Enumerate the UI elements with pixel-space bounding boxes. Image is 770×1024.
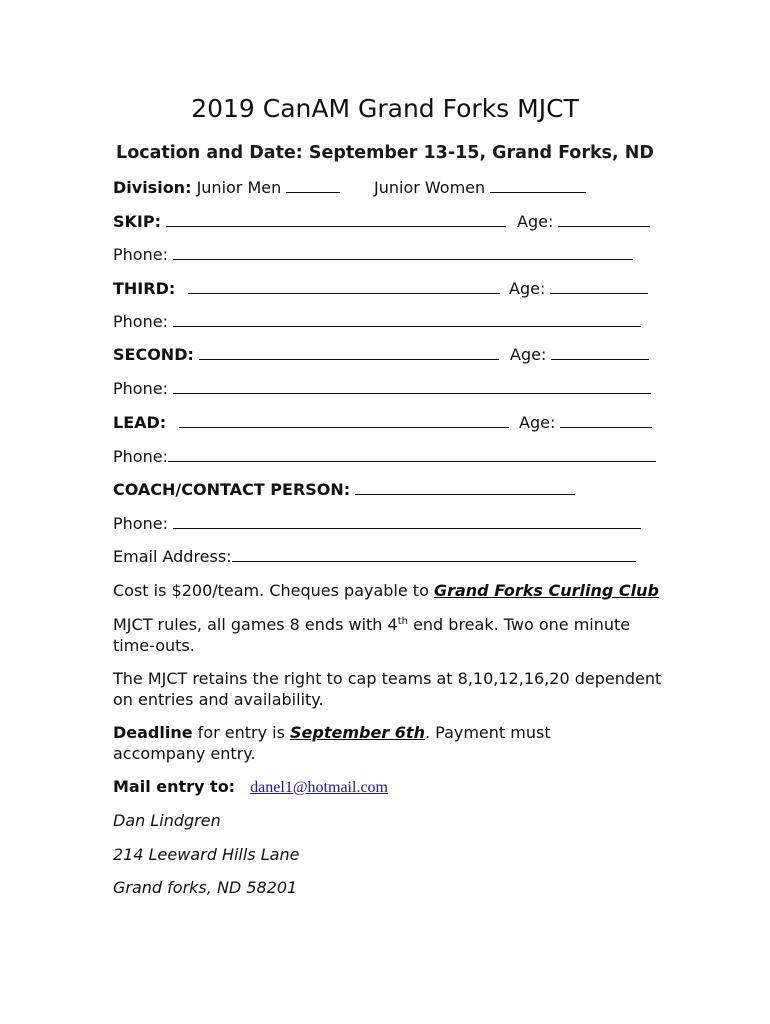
second-age-blank[interactable] — [551, 344, 649, 360]
address-name: Dan Lindgren — [113, 811, 221, 830]
cap-paragraph: The MJCT retains the right to cap teams at 8,10,12,16,20 dependent on entries and availability. — [113, 669, 662, 709]
skip-phone-blank[interactable] — [173, 244, 633, 260]
third-age-label: Age: — [509, 279, 546, 298]
third-phone-blank[interactable] — [173, 311, 641, 327]
lead-age-blank[interactable] — [560, 412, 652, 428]
deadline-date: September 6th — [290, 723, 425, 742]
junior-women-label: Junior Women — [374, 178, 486, 197]
coach-phone-row — [113, 513, 641, 535]
rules-paragraph — [113, 614, 673, 656]
lead-phone-blank[interactable] — [168, 446, 656, 462]
lead-phone-row — [113, 446, 656, 468]
coach-label: COACH/CONTACT PERSON: — [113, 480, 351, 499]
second-age-row — [510, 344, 649, 366]
junior-women-row — [374, 177, 586, 199]
mail-label: Mail entry to: — [113, 777, 236, 796]
second-row — [113, 344, 499, 366]
coach-email-label: Email Address: — [113, 547, 232, 566]
skip-name-blank[interactable] — [166, 211, 506, 227]
page-title: 2019 CanAM Grand Forks MJCT — [191, 94, 579, 123]
junior-men-label: Junior Men — [196, 178, 282, 197]
second-phone-blank[interactable] — [173, 378, 651, 394]
page-subtitle: Location and Date: September 13-15, Grand Forks, ND — [116, 143, 654, 163]
coach-phone-label: Phone: — [113, 514, 168, 533]
cost-text: Cost is $200/team. Cheques payable to — [113, 581, 429, 600]
mail-row — [113, 776, 388, 799]
junior-men-blank[interactable] — [286, 177, 340, 193]
cost-row — [113, 580, 659, 602]
third-row — [113, 278, 500, 300]
deadline-text: for entry is — [192, 723, 291, 742]
skip-phone-label: Phone: — [113, 245, 168, 264]
lead-phone-label: Phone: — [113, 447, 168, 466]
junior-women-blank[interactable] — [490, 177, 586, 193]
lead-age-label: Age: — [519, 413, 556, 432]
third-age-row — [509, 278, 648, 300]
second-phone-label: Phone: — [113, 379, 168, 398]
division-row — [113, 177, 340, 199]
third-name-blank[interactable] — [188, 278, 500, 294]
third-phone-row — [113, 311, 641, 333]
skip-phone-row — [113, 244, 633, 266]
deadline-paragraph — [113, 722, 633, 764]
deadline-label: Deadline — [113, 723, 193, 742]
third-label: THIRD: — [113, 279, 176, 298]
skip-age-row — [517, 211, 650, 233]
rules-text-start: MJCT rules, all games 8 ends with 4 — [113, 615, 398, 634]
cost-payee: Grand Forks Curling Club — [433, 581, 659, 600]
second-label: SECOND: — [113, 345, 194, 364]
second-phone-row — [113, 378, 651, 400]
address-city: Grand forks, ND 58201 — [113, 878, 298, 897]
third-age-blank[interactable] — [550, 278, 648, 294]
coach-email-blank[interactable] — [232, 546, 636, 562]
second-name-blank[interactable] — [199, 344, 499, 360]
division-label: Division: — [113, 178, 192, 197]
rules-text-end: end break. Two one minute time-outs. — [113, 615, 631, 655]
mail-email-link[interactable]: danel1@hotmail.com — [250, 779, 388, 796]
deadline-rest: . Payment must accompany entry. — [113, 723, 551, 763]
coach-phone-blank[interactable] — [173, 513, 641, 529]
third-phone-label: Phone: — [113, 312, 168, 331]
skip-age-blank[interactable] — [558, 211, 650, 227]
skip-row — [113, 211, 506, 233]
lead-name-blank[interactable] — [179, 412, 509, 428]
lead-age-row — [519, 412, 652, 434]
rules-superscript: th — [397, 616, 408, 627]
coach-name-blank[interactable] — [355, 479, 575, 495]
coach-email-row — [113, 546, 636, 568]
skip-age-label: Age: — [517, 212, 554, 231]
lead-label: LEAD: — [113, 413, 167, 432]
skip-label: SKIP: — [113, 212, 161, 231]
second-age-label: Age: — [510, 345, 547, 364]
lead-row — [113, 412, 509, 434]
coach-row — [113, 479, 575, 501]
address-street: 214 Leeward Hills Lane — [113, 845, 300, 864]
